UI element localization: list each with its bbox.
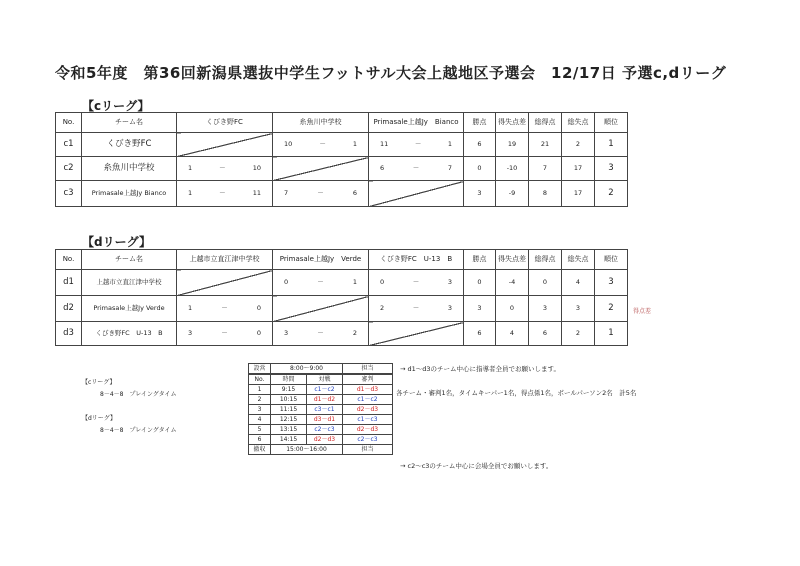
score-cell — [273, 322, 369, 346]
points: 0 — [464, 157, 496, 181]
teardown-time: 15:00～16:00 — [271, 445, 343, 455]
goal-diff: -4 — [496, 270, 529, 296]
score-home: 1 — [188, 303, 193, 312]
col-goals-against: 総失点 — [562, 113, 595, 133]
setup-note: → d1～d3のチーム中心に指導者全員でお願いします。 — [400, 365, 561, 373]
score-home: 3 — [188, 328, 193, 337]
col-goal-diff: 得失点差 — [496, 113, 529, 133]
col-team: チーム名 — [82, 113, 177, 133]
match-pair: d1－d2 — [307, 395, 343, 405]
score-away: 6 — [352, 188, 357, 197]
self-match-cell — [273, 157, 369, 181]
score-home: 6 — [380, 163, 385, 172]
col-no: No. — [56, 113, 82, 133]
score-cell — [369, 296, 464, 322]
row-no: c3 — [56, 181, 82, 207]
goals-against: 2 — [562, 322, 595, 346]
referee-pair: c1－c3 — [343, 415, 393, 425]
team-name: 糸魚川中学校 — [82, 157, 177, 181]
d-league-label: 【dリーグ】 — [82, 235, 151, 249]
row-no: d2 — [56, 296, 82, 322]
score-separator: － — [317, 188, 324, 197]
goal-diff: 4 — [496, 322, 529, 346]
score-separator: － — [412, 303, 420, 312]
referee-note: 各チーム・審判1名，タイムキーパー1名，得点係1名，ボールパーソン2名 計5名 — [396, 389, 637, 397]
c-league-table — [55, 112, 628, 207]
score-cell — [177, 181, 273, 207]
match-pair: d2－d3 — [307, 435, 343, 445]
col-team: チーム名 — [82, 250, 177, 270]
team-name: 上越市立直江津中学校 — [82, 270, 177, 296]
score-home: 2 — [380, 303, 385, 312]
self-match-cell — [369, 322, 464, 346]
score-separator: － — [219, 188, 226, 197]
score-away: 10 — [252, 163, 261, 172]
match-time: 13:15 — [271, 425, 307, 435]
d-header-row — [56, 250, 628, 270]
rank: 1 — [595, 133, 628, 157]
col-goals-for: 総得点 — [529, 250, 562, 270]
score-away: 1 — [352, 139, 357, 148]
self-match-cell — [273, 296, 369, 322]
c-header-row — [56, 113, 628, 133]
score-separator: － — [412, 163, 420, 172]
score-home: 11 — [380, 139, 389, 148]
score-cell — [369, 133, 464, 157]
referee-pair: c1－c2 — [343, 395, 393, 405]
match-no: 2 — [249, 395, 271, 405]
goals-against: 17 — [562, 157, 595, 181]
goals-against: 4 — [562, 270, 595, 296]
col-no: No. — [56, 250, 82, 270]
score-cell — [177, 322, 273, 346]
referee-pair: d1－d3 — [343, 385, 393, 395]
match-pair: c3－c1 — [307, 405, 343, 415]
d-league-table — [55, 249, 628, 346]
goal-diff: -10 — [496, 157, 529, 181]
side-note: 得点差 — [633, 308, 652, 315]
score-separator: － — [221, 303, 228, 312]
match-time: 14:15 — [271, 435, 307, 445]
col-points: 勝点 — [464, 250, 496, 270]
row-no: d3 — [56, 322, 82, 346]
match-no: 3 — [249, 405, 271, 415]
score-away: 1 — [447, 139, 452, 148]
score-cell — [273, 181, 369, 207]
col-opponent-3: くびき野FC U-13 B — [369, 250, 464, 270]
team-name: くびき野FC U-13 B — [82, 322, 177, 346]
self-match-cell — [177, 270, 273, 296]
match-time: 11:15 — [271, 405, 307, 415]
col-goal-diff: 得失点差 — [496, 250, 529, 270]
setup-label: 設営 — [249, 364, 271, 374]
match-time: 9:15 — [271, 385, 307, 395]
goals-against: 3 — [562, 296, 595, 322]
score-cell — [369, 270, 464, 296]
score-separator: － — [414, 139, 422, 148]
schedule-table — [248, 363, 393, 374]
table-row — [249, 395, 393, 405]
points: 3 — [464, 296, 496, 322]
score-away: 0 — [256, 328, 261, 337]
c-playing-title: 【cリーグ】 — [82, 379, 116, 386]
rank: 3 — [595, 157, 628, 181]
score-separator: － — [319, 139, 326, 148]
col-referee: 審判 — [343, 375, 393, 385]
goals-for: 6 — [529, 322, 562, 346]
score-separator: － — [317, 277, 324, 286]
table-row — [249, 405, 393, 415]
setup-role-label: 担当 — [343, 364, 393, 374]
teardown-label: 撤収 — [249, 445, 271, 455]
col-rank: 順位 — [595, 250, 628, 270]
rank: 3 — [595, 270, 628, 296]
col-opponent-2: 糸魚川中学校 — [273, 113, 369, 133]
row-no: d1 — [56, 270, 82, 296]
col-rank: 順位 — [595, 113, 628, 133]
score-separator: － — [317, 328, 324, 337]
score-cell — [177, 157, 273, 181]
match-pair: d3－d1 — [307, 415, 343, 425]
col-goals-for: 総得点 — [529, 113, 562, 133]
col-no: No. — [249, 375, 271, 385]
team-name: Primasale上越Jy Verde — [82, 296, 177, 322]
score-home: 10 — [284, 139, 293, 148]
table-row — [56, 157, 628, 181]
match-pair: c1－c2 — [307, 385, 343, 395]
score-cell — [273, 270, 369, 296]
col-opponent-3: Primasale上越Jy Bianco — [369, 113, 464, 133]
match-time: 10:15 — [271, 395, 307, 405]
col-opponent-1: 上越市立直江津中学校 — [177, 250, 273, 270]
row-no: c2 — [56, 157, 82, 181]
match-no: 5 — [249, 425, 271, 435]
match-no: 6 — [249, 435, 271, 445]
score-home: 7 — [284, 188, 289, 197]
match-pair: c2－c3 — [307, 425, 343, 435]
score-away: 7 — [447, 163, 452, 172]
table-row — [249, 415, 393, 425]
schedule-header-row — [249, 375, 393, 385]
goals-against: 17 — [562, 181, 595, 207]
match-no: 1 — [249, 385, 271, 395]
c-playing-time: 8－4－8 プレイングタイム — [100, 391, 177, 398]
score-home: 3 — [284, 328, 289, 337]
score-home: 1 — [188, 188, 193, 197]
goals-against: 2 — [562, 133, 595, 157]
table-row — [249, 425, 393, 435]
self-match-cell — [177, 133, 273, 157]
d-playing-time: 8－4－8 プレイングタイム — [100, 427, 177, 434]
table-row — [249, 385, 393, 395]
goal-diff: -9 — [496, 181, 529, 207]
setup-row — [249, 364, 393, 374]
self-match-cell — [369, 181, 464, 207]
col-time: 時間 — [271, 375, 307, 385]
col-opponent-1: くびき野FC — [177, 113, 273, 133]
col-points: 勝点 — [464, 113, 496, 133]
score-away: 0 — [256, 303, 261, 312]
points: 3 — [464, 181, 496, 207]
points: 6 — [464, 322, 496, 346]
score-cell — [177, 296, 273, 322]
table-row — [56, 296, 628, 322]
page-title: 令和5年度 第36回新潟県選抜中学生フットサル大会上越地区予選会 12/17日 予選c,dリーグ — [55, 64, 727, 82]
referee-pair: d2－d3 — [343, 405, 393, 415]
table-row — [249, 435, 393, 445]
table-row — [56, 181, 628, 207]
score-separator: － — [219, 163, 226, 172]
rank: 1 — [595, 322, 628, 346]
referee-pair: d2－d3 — [343, 425, 393, 435]
score-cell — [369, 157, 464, 181]
col-opponent-2: Primasale上越Jy Verde — [273, 250, 369, 270]
goals-for: 8 — [529, 181, 562, 207]
score-away: 2 — [352, 328, 357, 337]
table-row — [56, 133, 628, 157]
match-no: 4 — [249, 415, 271, 425]
score-away: 3 — [447, 277, 452, 286]
score-away: 1 — [352, 277, 357, 286]
team-name: くびき野FC — [82, 133, 177, 157]
goal-diff: 19 — [496, 133, 529, 157]
rank: 2 — [595, 181, 628, 207]
score-away: 11 — [252, 188, 261, 197]
teardown-note: → c2～c3のチーム中心に会場全員でお願いします。 — [400, 462, 553, 470]
score-cell — [273, 133, 369, 157]
table-row — [56, 270, 628, 296]
schedule-matches-table — [248, 374, 393, 455]
col-match: 対戦 — [307, 375, 343, 385]
goals-for: 21 — [529, 133, 562, 157]
teardown-role-label: 担当 — [343, 445, 393, 455]
team-name: Primasale上越Jy Bianco — [82, 181, 177, 207]
goals-for: 0 — [529, 270, 562, 296]
referee-pair: c2－c3 — [343, 435, 393, 445]
match-time: 12:15 — [271, 415, 307, 425]
setup-time: 8:00～9:00 — [271, 364, 343, 374]
points: 6 — [464, 133, 496, 157]
teardown-row — [249, 445, 393, 455]
row-no: c1 — [56, 133, 82, 157]
goals-for: 3 — [529, 296, 562, 322]
score-separator: － — [412, 277, 420, 286]
rank: 2 — [595, 296, 628, 322]
c-league-label: 【cリーグ】 — [82, 99, 150, 113]
score-away: 3 — [447, 303, 452, 312]
col-goals-against: 総失点 — [562, 250, 595, 270]
d-playing-title: 【dリーグ】 — [82, 415, 116, 422]
score-separator: － — [221, 328, 228, 337]
points: 0 — [464, 270, 496, 296]
goal-diff: 0 — [496, 296, 529, 322]
score-home: 0 — [284, 277, 289, 286]
table-row — [56, 322, 628, 346]
score-home: 0 — [380, 277, 385, 286]
goals-for: 7 — [529, 157, 562, 181]
score-home: 1 — [188, 163, 193, 172]
